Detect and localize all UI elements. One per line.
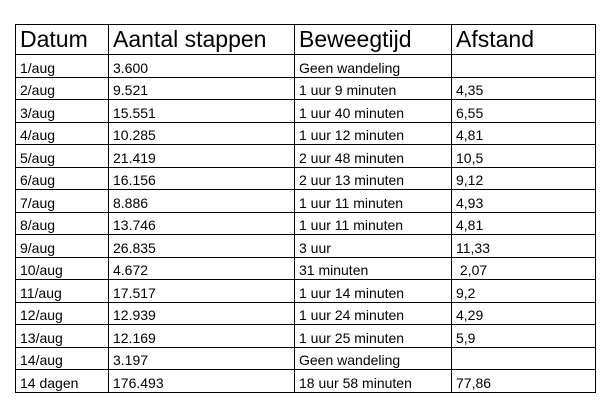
table-row xyxy=(16,100,596,123)
cell-beweegtijd: 1 uur 11 minuten xyxy=(295,190,452,213)
cell-beweegtijd: 1 uur 11 minuten xyxy=(295,212,452,235)
table-row xyxy=(16,325,596,348)
cell-aantal-stappen: 10.285 xyxy=(109,122,295,145)
cell-datum: 6/aug xyxy=(16,167,109,190)
cell-aantal-stappen: 26.835 xyxy=(109,235,295,258)
cell-datum: 10/aug xyxy=(16,257,109,280)
cell-beweegtijd: 1 uur 24 minuten xyxy=(295,302,452,325)
table-row xyxy=(16,167,596,190)
cell-afstand: 9,12 xyxy=(452,167,596,190)
cell-datum: 14/aug xyxy=(16,347,109,370)
cell-aantal-stappen: 4.672 xyxy=(109,257,295,280)
cell-aantal-stappen: 21.419 xyxy=(109,145,295,168)
cell-aantal-stappen: 3.600 xyxy=(109,55,295,78)
cell-beweegtijd: 1 uur 12 minuten xyxy=(295,122,452,145)
cell-datum: 13/aug xyxy=(16,325,109,348)
table-body xyxy=(16,55,596,393)
cell-aantal-stappen: 17.517 xyxy=(109,280,295,303)
total-row xyxy=(16,370,596,393)
cell-datum: 7/aug xyxy=(16,190,109,213)
cell-datum: 14 dagen xyxy=(16,370,109,393)
cell-datum: 8/aug xyxy=(16,212,109,235)
header-beweegtijd: Beweegtijd xyxy=(295,25,452,55)
cell-beweegtijd: 2 uur 48 minuten xyxy=(295,145,452,168)
cell-aantal-stappen: 12.939 xyxy=(109,302,295,325)
cell-afstand: 5,9 xyxy=(452,325,596,348)
table-row xyxy=(16,235,596,258)
cell-beweegtijd: 1 uur 9 minuten xyxy=(295,77,452,100)
cell-afstand: 10,5 xyxy=(452,145,596,168)
table-row xyxy=(16,280,596,303)
cell-afstand: 77,86 xyxy=(452,370,596,393)
walking-log-table xyxy=(15,24,596,393)
cell-datum: 5/aug xyxy=(16,145,109,168)
header-aantal-stappen: Aantal stappen xyxy=(109,25,295,55)
table-row xyxy=(16,55,596,78)
cell-datum: 3/aug xyxy=(16,100,109,123)
cell-afstand: 9,2 xyxy=(452,280,596,303)
cell-datum: 4/aug xyxy=(16,122,109,145)
table-row xyxy=(16,302,596,325)
cell-datum: 11/aug xyxy=(16,280,109,303)
cell-afstand: 4,81 xyxy=(452,122,596,145)
cell-aantal-stappen: 16.156 xyxy=(109,167,295,190)
cell-beweegtijd: 1 uur 25 minuten xyxy=(295,325,452,348)
cell-afstand: 4,29 xyxy=(452,302,596,325)
header-afstand: Afstand xyxy=(452,25,596,55)
cell-afstand: 4,35 xyxy=(452,77,596,100)
table-row xyxy=(16,145,596,168)
cell-beweegtijd: 3 uur xyxy=(295,235,452,258)
cell-datum: 9/aug xyxy=(16,235,109,258)
table-row xyxy=(16,347,596,370)
cell-aantal-stappen: 9.521 xyxy=(109,77,295,100)
cell-beweegtijd: 18 uur 58 minuten xyxy=(295,370,452,393)
cell-afstand xyxy=(452,55,596,78)
cell-afstand: 2,07 xyxy=(452,257,596,280)
cell-aantal-stappen: 12.169 xyxy=(109,325,295,348)
cell-beweegtijd: 1 uur 40 minuten xyxy=(295,100,452,123)
cell-datum: 1/aug xyxy=(16,55,109,78)
table-row xyxy=(16,190,596,213)
cell-aantal-stappen: 176.493 xyxy=(109,370,295,393)
cell-afstand: 6,55 xyxy=(452,100,596,123)
header-row xyxy=(16,25,596,55)
cell-beweegtijd: 31 minuten xyxy=(295,257,452,280)
cell-beweegtijd: 2 uur 13 minuten xyxy=(295,167,452,190)
cell-aantal-stappen: 8.886 xyxy=(109,190,295,213)
cell-beweegtijd: Geen wandeling xyxy=(295,347,452,370)
cell-aantal-stappen: 3.197 xyxy=(109,347,295,370)
cell-datum: 2/aug xyxy=(16,77,109,100)
cell-datum: 12/aug xyxy=(16,302,109,325)
table-row xyxy=(16,122,596,145)
cell-afstand: 4,93 xyxy=(452,190,596,213)
cell-aantal-stappen: 13.746 xyxy=(109,212,295,235)
table-row xyxy=(16,77,596,100)
cell-aantal-stappen: 15.551 xyxy=(109,100,295,123)
header-datum: Datum xyxy=(16,25,109,55)
cell-afstand: 4,81 xyxy=(452,212,596,235)
cell-beweegtijd: 1 uur 14 minuten xyxy=(295,280,452,303)
cell-beweegtijd: Geen wandeling xyxy=(295,55,452,78)
cell-afstand xyxy=(452,347,596,370)
table-row xyxy=(16,257,596,280)
cell-afstand: 11,33 xyxy=(452,235,596,258)
table-row xyxy=(16,212,596,235)
